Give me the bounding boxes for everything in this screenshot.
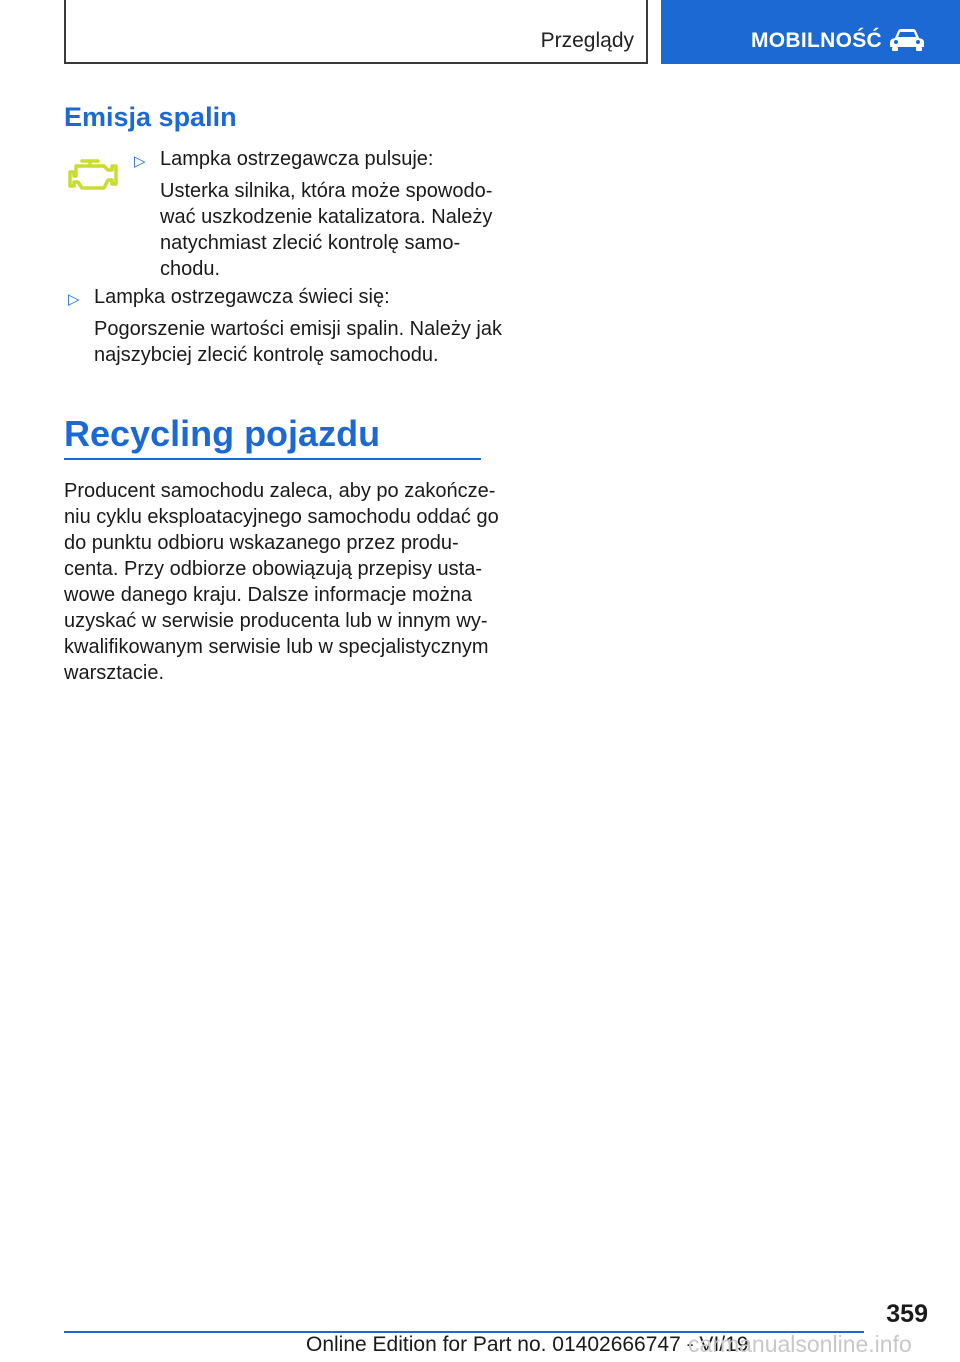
item-2-line: najszybciej zlecić kontrolę samochodu. (94, 344, 439, 366)
header-section-title: Przeglądy (540, 29, 634, 52)
item-1-title: Lampka ostrzegawcza pulsuje: (160, 148, 434, 170)
recycling-line: wowe danego kraju. Dalsze informacje można (64, 584, 472, 606)
recycling-line: uzyskać w serwisie producenta lub w innym wy- (64, 610, 488, 632)
heading-rule (64, 458, 481, 460)
recycling-line: centa. Przy odbiorze obowiązują przepisy usta- (64, 558, 482, 580)
item-2-title: Lampka ostrzegawcza świeci się: (94, 286, 390, 308)
recycling-line: niu cyklu eksploatacyjnego samochodu oddać go (64, 506, 499, 528)
item-1-line: Usterka silnika, która może spowodo- (160, 180, 493, 202)
item-1-line: chodu. (160, 258, 221, 280)
car-icon (889, 28, 925, 52)
page-number: 359 (886, 1300, 928, 1328)
engine-warning-icon (68, 158, 118, 192)
header-chapter-tab[interactable] (661, 0, 960, 64)
recycling-line: kwalifikowanym serwisie lub w specjalistycznym (64, 636, 489, 658)
item-2-line: Pogorszenie wartości emisji spalin. Należy jak (94, 318, 502, 340)
recycling-line: do punktu odbioru wskazanego przez produ- (64, 532, 459, 554)
bullet-icon: ▷ (134, 153, 146, 170)
header-section-tab (64, 0, 648, 64)
recycling-heading: Recycling pojazdu (64, 413, 381, 454)
watermark: carmanualsonline.info (688, 1331, 912, 1357)
item-1-line: natychmiast zlecić kontrolę samo- (160, 232, 461, 254)
emissions-heading: Emisja spalin (64, 102, 237, 132)
recycling-line: Producent samochodu zaleca, aby po zakończe- (64, 480, 496, 502)
item-1-line: wać uszkodzenie katalizatora. Należy (160, 206, 493, 228)
recycling-line: warsztacie. (64, 662, 165, 684)
edition-text: Online Edition for Part no. 01402666747 - VI/19 (306, 1333, 749, 1356)
header-chapter-title: MOBILNOŚĆ (751, 29, 883, 52)
bullet-icon: ▷ (68, 291, 80, 308)
